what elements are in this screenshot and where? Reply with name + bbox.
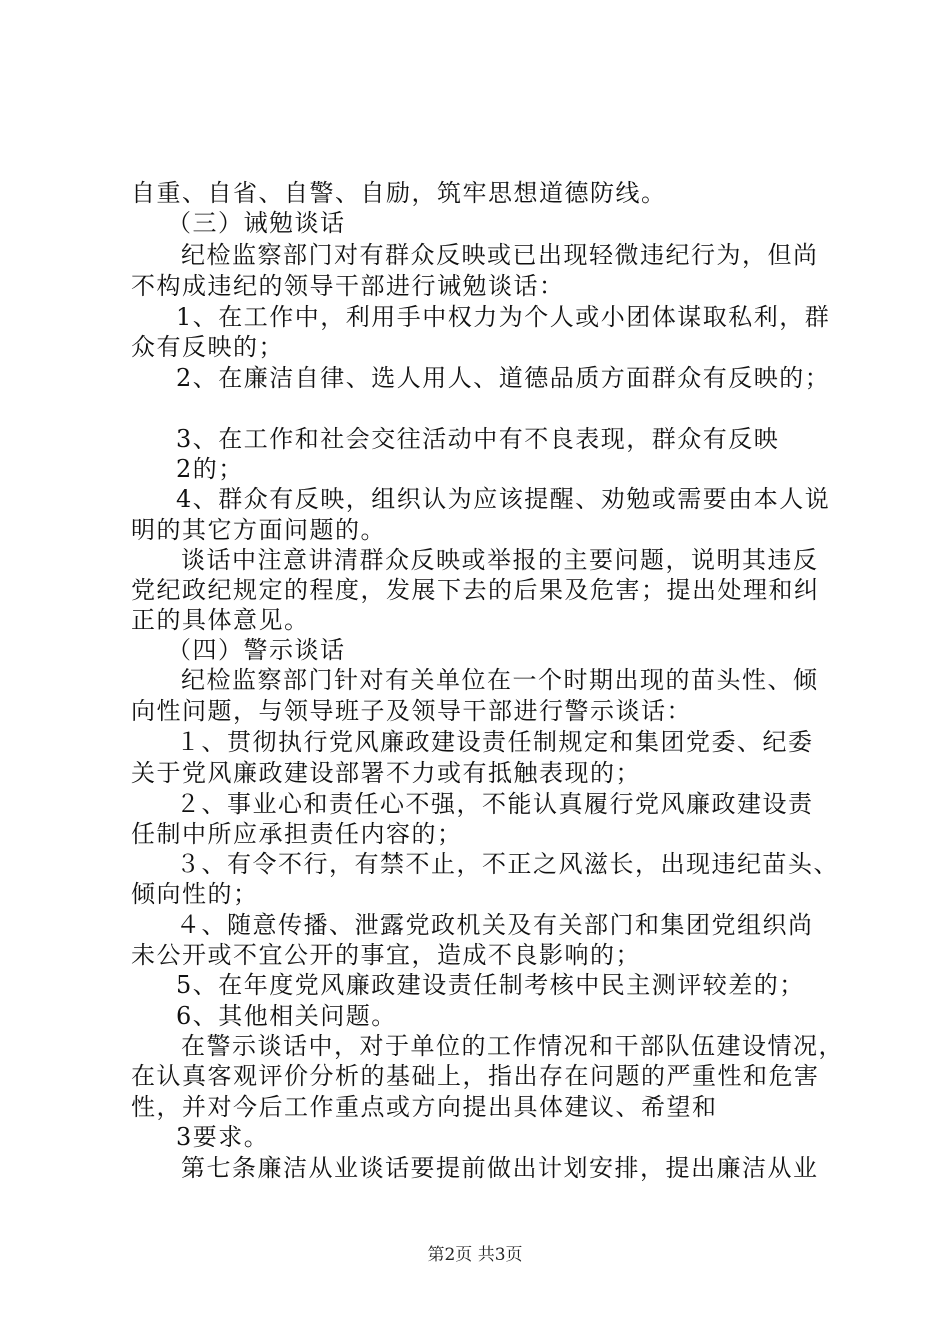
text-line: 倾向性的； — [131, 880, 259, 908]
text-line: 纪检监察部门对有群众反映或已出现轻微违纪行为，但尚 — [181, 241, 819, 269]
list-item: １、贯彻执行党风廉政建设责任制规定和集团党委、纪委 — [176, 728, 814, 756]
section-heading: （三）诫勉谈话 — [167, 209, 346, 237]
text-line: 自重、自省、自警、自励，筑牢思想道德防线。 — [131, 179, 667, 207]
section-heading: （四）警示谈话 — [167, 636, 346, 664]
list-item: 2、在廉洁自律、选人用人、道德品质方面群众有反映的； — [176, 364, 831, 392]
list-item: 4、群众有反映，组织认为应该提醒、劝勉或需要由本人说 — [176, 485, 831, 513]
text-line: 2的； — [176, 455, 244, 483]
text-line: 3要求。 — [176, 1123, 270, 1151]
text-line: 任制中所应承担责任内容的； — [131, 820, 463, 848]
text-line: 不构成违纪的领导干部进行诫勉谈话： — [131, 272, 565, 300]
text-line: 正的具体意见。 — [131, 606, 310, 634]
text-line: 未公开或不宜公开的事宜，造成不良影响的； — [131, 941, 641, 969]
text-line: 性，并对今后工作重点或方向提出具体建议、希望和 — [131, 1093, 718, 1121]
text-line: 第七条廉洁从业谈话要提前做出计划安排，提出廉洁从业 — [181, 1154, 819, 1182]
text-line: 众有反映的； — [131, 333, 284, 361]
list-item: ２、事业心和责任心不强，不能认真履行党风廉政建设责 — [176, 790, 814, 818]
text-line: 谈话中注意讲清群众反映或举报的主要问题，说明其违反 — [181, 546, 819, 574]
text-line: 关于党风廉政建设部署不力或有抵触表现的； — [131, 759, 641, 787]
text-line: 明的其它方面问题的。 — [131, 516, 386, 544]
list-item: 3、在工作和社会交往活动中有不良表现，群众有反映 — [176, 425, 780, 453]
text-line: 党纪政纪规定的程度，发展下去的后果及危害；提出处理和纠 — [131, 576, 820, 604]
list-item: ４、随意传播、泄露党政机关及有关部门和集团党组织尚 — [176, 911, 814, 939]
list-item: 1、在工作中，利用手中权力为个人或小团体谋取私利，群 — [176, 303, 831, 331]
text-line: 在认真客观评价分析的基础上，指出存在问题的严重性和危害 — [131, 1062, 820, 1090]
text-line: 在警示谈话中，对于单位的工作情况和干部队伍建设情况， — [181, 1032, 844, 1060]
list-item: 5、在年度党风廉政建设责任制考核中民主测评较差的； — [176, 971, 805, 999]
list-item: ３、有令不行，有禁不止，不正之风滋长，出现违纪苗头、 — [176, 850, 839, 878]
text-line: 纪检监察部门针对有关单位在一个时期出现的苗头性、倾 — [181, 666, 819, 694]
text-line: 向性问题，与领导班子及领导干部进行警示谈话： — [131, 697, 692, 725]
list-item: 6、其他相关问题。 — [176, 1002, 397, 1030]
page-footer: 第2页 共3页 — [427, 1245, 523, 1265]
